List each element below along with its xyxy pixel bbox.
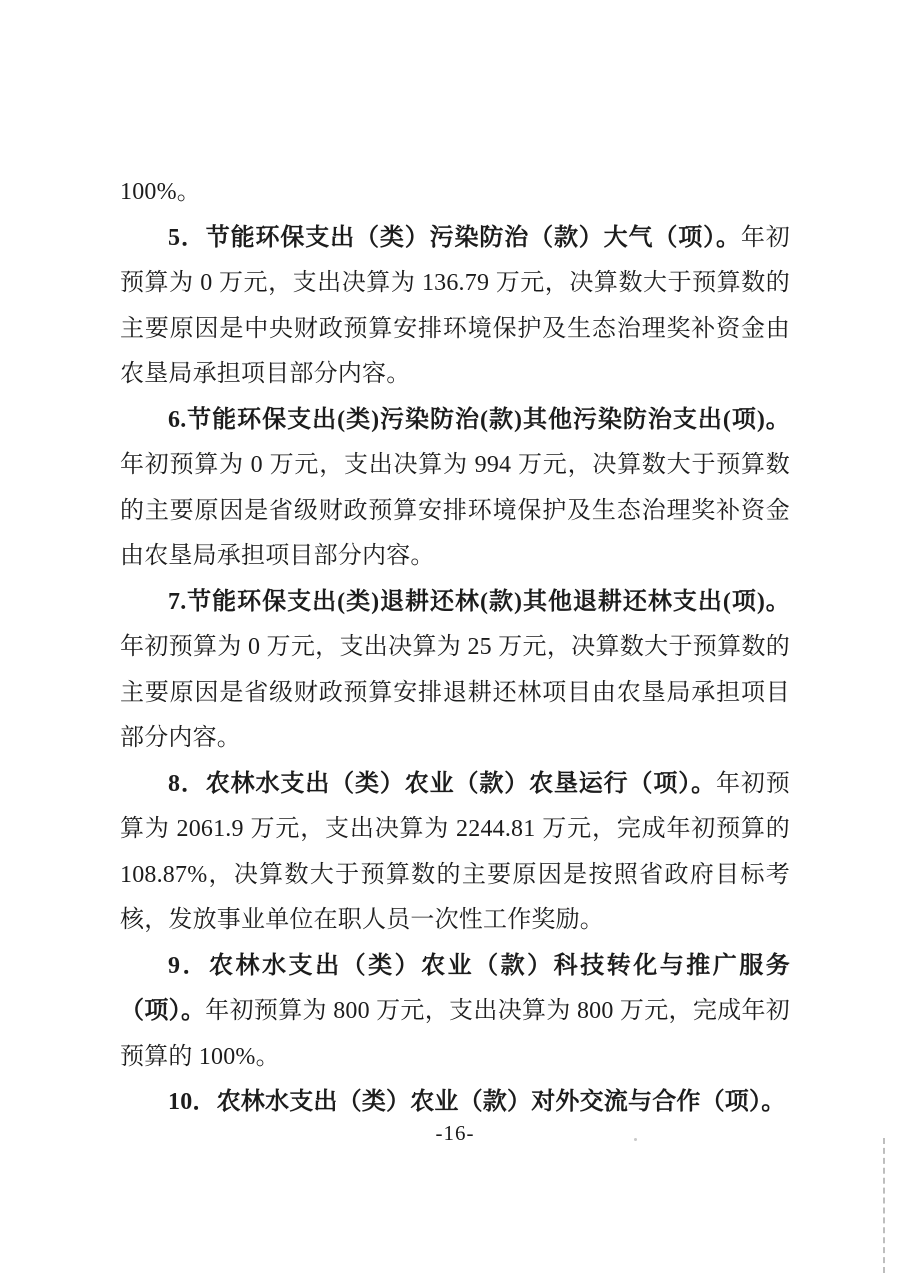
clause-8	[120, 762, 790, 944]
clause-9-heading: 9．农林水支出（类）农业（款）科技转化与推广服务（项）。	[120, 952, 790, 1024]
page-number: -16-	[435, 1121, 475, 1145]
clause-6	[120, 398, 790, 580]
scan-speck-artifact	[634, 1138, 637, 1141]
clause-5-body: 年初预算为 0 万元，支出决算为 136.79 万元，决算数大于预算数的主要原因是中央财政预算安排环境保护及生态治理奖补资金由农垦局承担项目部分内容。	[120, 224, 790, 387]
clause-7-body: 年初预算为 0 万元，支出决算为 25 万元，决算数大于预算数的主要原因是省级财政预算安排退耕还林项目由农垦局承担项目部分内容。	[120, 634, 790, 751]
clause-5	[120, 216, 790, 398]
clause-10-heading: 10．农林水支出（类）农业（款）对外交流与合作（项）。	[168, 1089, 786, 1115]
document-body	[120, 170, 790, 1126]
clause-8-heading: 8．农林水支出（类）农业（款）农垦运行（项）。	[168, 770, 717, 797]
clause-5-heading: 5．节能环保支出（类）污染防治（款）大气（项）。	[168, 224, 741, 251]
paragraph-continuation: 100%。	[120, 179, 201, 205]
clause-9-body: 年初预算为 800 万元，支出决算为 800 万元，完成年初预算的 100%。	[120, 998, 790, 1070]
clause-7-heading: 7.节能环保支出(类)退耕还林(款)其他退耕还林支出(项)。	[168, 588, 790, 615]
clause-8-body: 年初预算为 2061.9 万元，支出决算为 2244.81 万元，完成年初预算的 108.87%，决算数大于预算数的主要原因是按照省政府目标考核，发放事业单位在职人员一次性工作奖励。	[120, 770, 790, 933]
clause-7	[120, 580, 790, 762]
clause-6-heading: 6.节能环保支出(类)污染防治(款)其他污染防治支出(项)。	[168, 406, 790, 433]
clause-6-body: 年初预算为 0 万元，支出决算为 994 万元，决算数大于预算数的主要原因是省级财政预算安排环境保护及生态治理奖补资金由农垦局承担项目部分内容。	[120, 452, 790, 569]
clause-9	[120, 944, 790, 1081]
scan-edge-artifact	[883, 1138, 885, 1273]
